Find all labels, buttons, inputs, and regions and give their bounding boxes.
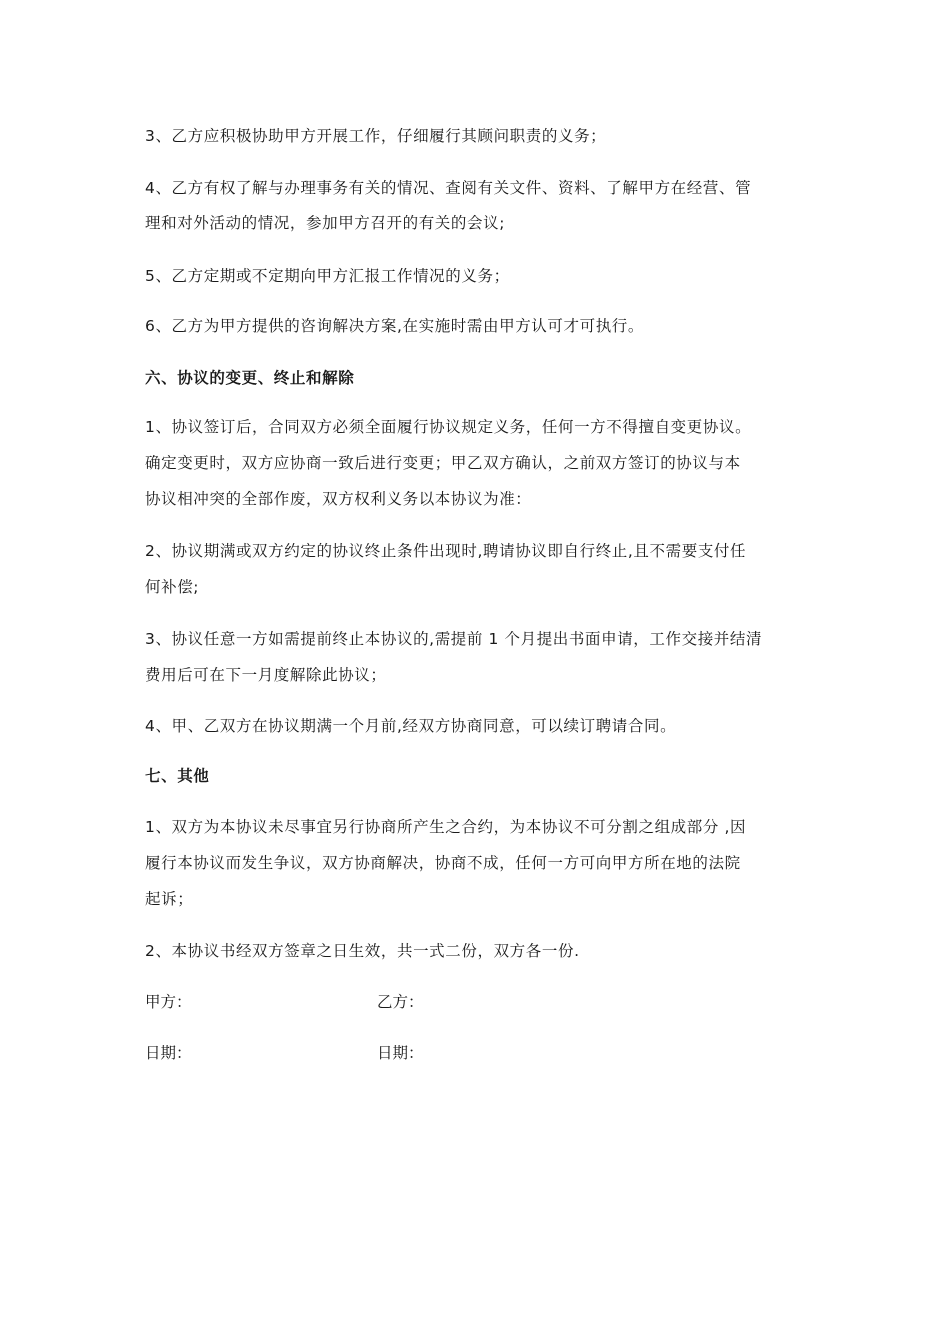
section-6-heading: 六、协议的变更、终止和解除 [145,369,355,387]
clause-5-4-line-2: 理和对外活动的情况，参加甲方召开的有关的会议; [145,214,506,232]
clause-7-2: 2、本协议书经双方签章之日生效，共一式二份，双方各一份. [145,942,580,960]
clause-5-3: 3、乙方应积极协助甲方开展工作，仔细履行其顾问职责的义务； [145,127,607,145]
clause-7-1-line-3: 起诉； [145,890,194,908]
clause-6-2-line-2: 何补偿; [145,578,200,596]
date-a-label: 日期： [145,1044,192,1062]
clause-5-5: 5、乙方定期或不定期向甲方汇报工作情况的义务； [145,267,510,285]
clause-5-4-line-1: 4、乙方有权了解与办理事务有关的情况、查阅有关文件、资料、了解甲方在经营、管 [145,179,752,197]
clause-6-3-line-1: 3、协议任意一方如需提前终止本协议的,需提前 1 个月提出书面申请，工作交接并结清 [145,630,763,648]
clause-6-2-line-1: 2、协议期满或双方约定的协议终止条件出现时,聘请协议即自行终止,且不需要支付任 [145,542,747,560]
party-a-label: 甲方： [145,993,192,1011]
clause-6-1-line-3: 协议相冲突的全部作废，双方权利义务以本协议为准： [145,490,532,508]
clause-5-6: 6、乙方为甲方提供的咨询解决方案,在实施时需由甲方认可才可执行。 [145,317,644,335]
clause-6-1-line-2: 确定变更时，双方应协商一致后进行变更；甲乙双方确认，之前双方签订的协议与本 [145,454,741,472]
clause-6-3-line-2: 费用后可在下一月度解除此协议； [145,666,387,684]
clause-6-4: 4、甲、乙双方在协议期满一个月前,经双方协商同意，可以续订聘请合同。 [145,717,677,735]
date-b-label: 日期： [377,1044,424,1062]
clause-7-1-line-1: 1、双方为本协议未尽事宜另行协商所产生之合约，为本协议不可分割之组成部分 ,因 [145,818,747,836]
party-b-label: 乙方： [377,993,424,1011]
section-7-heading: 七、其他 [145,767,210,785]
clause-7-1-line-2: 履行本协议而发生争议，双方协商解决，协商不成，任何一方可向甲方所在地的法院 [145,854,741,872]
clause-6-1-line-1: 1、协议签订后，合同双方必须全面履行协议规定义务，任何一方不得擅自变更协议。 [145,418,752,436]
